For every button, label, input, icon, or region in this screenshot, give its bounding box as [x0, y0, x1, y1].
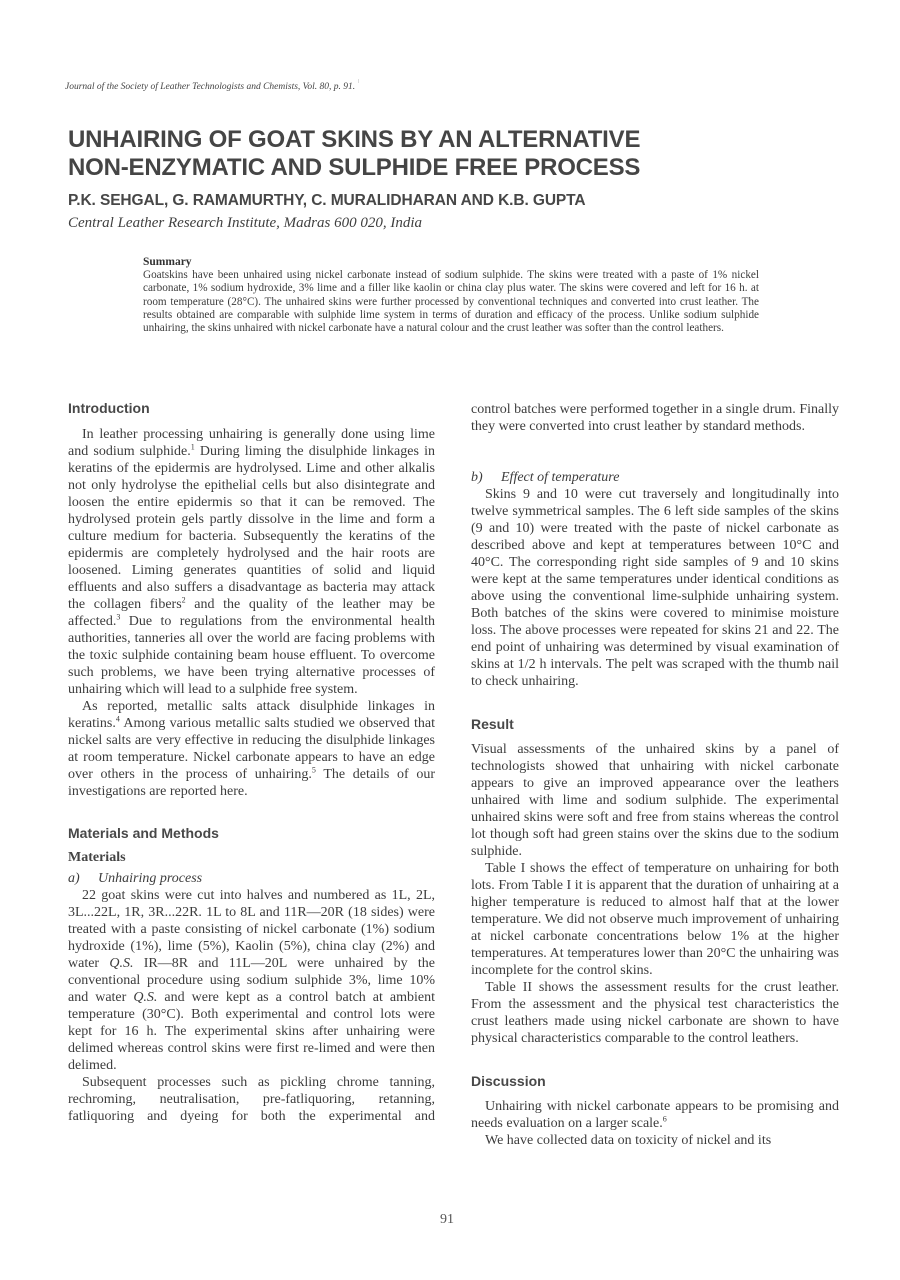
item-title: Effect of temperature — [501, 470, 620, 485]
text-span: Due to regulations from the environmental health authorities, tanneries all over the world are facing problems with the toxic sulphide containing beam house effluent. To overcome such problems, we have been trying alternative processes of unhairing which will lead to a sulphide free system. — [68, 614, 435, 697]
continued-text — [471, 401, 839, 452]
intro-paragraph-1 — [68, 426, 435, 698]
discussion-paragraph-1 — [471, 1098, 839, 1132]
footnote-ref: 4 — [115, 714, 120, 724]
journal-citation: Journal of the Society of Leather Technologists and Chemists, Vol. 80, p. 91. — [65, 82, 356, 92]
qs-abbrev: Q.S. — [109, 956, 134, 971]
text-span: control batches were performed together in a single drum. Finally they were converted into crust leather by standard methods. — [471, 402, 839, 434]
text-span: Unhairing with nickel carbonate appears to be promising and needs evaluation on a larger scale. — [471, 1099, 839, 1131]
text-span: During liming the disulphide linkages in keratins of the epidermis are hydrolysed. Lime and other alkalis not only hydrolyse the epithelial cells but also disintegrate and loosen the entire epidermis so that it can be removed. The hydrolysed protein gels partly dissolve in the lime and form a culture medium for bacteria. Subsequently the keratins of the epidermis are completely hydrolysed and the hair roots are loosened. Liming generates quantities of solid and liquid effluents and also suffers a disadvantage as bacteria may attack the collagen fibers — [68, 444, 435, 612]
summary-heading: Summary — [143, 256, 192, 268]
item-title: Unhairing process — [98, 871, 203, 886]
text-span: Among various metallic salts studied we observed that nickel salts are very effective in reducing the disulphide linkages at room temperature. Nickel carbonate appears to have an edge over others in the process of unhairing. — [68, 716, 435, 782]
item-label: b) — [471, 470, 483, 485]
authors: P.K. SEHGAL, G. RAMAMURTHY, C. MURALIDHARAN AND K.B. GUPTA — [68, 192, 586, 209]
discussion-paragraph-2: We have collected data on toxicity of nickel and its — [485, 1133, 772, 1148]
item-label: a) — [68, 871, 80, 886]
effect-temperature-subheading — [471, 469, 839, 486]
footnote-ref: 3 — [116, 612, 121, 622]
footnote-ref: 2 — [181, 595, 186, 605]
text-span: IR—8R and 11L—20L were unhaired by the conventional procedure using sodium sulphide 3%, lime 10% and water — [68, 956, 435, 1005]
intro-paragraph-2 — [68, 698, 435, 800]
footnote-ref: 6 — [662, 1114, 667, 1124]
text-span: and were kept as a control batch at ambient temperature (30°C). Both experimental and control lots were kept for 16 h. The experimental skins after unhairing were delimed whereas control skins were first re-limed and were then delimed. — [68, 990, 435, 1073]
right-column — [471, 401, 839, 1149]
footnote-ref: 5 — [311, 765, 316, 775]
text-span: In leather processing unhairing is generally done using lime and sodium sulphide. — [68, 427, 435, 459]
materials-subheading: Materials — [68, 850, 126, 865]
discussion-heading: Discussion — [471, 1073, 546, 1089]
qs-abbrev: Q.S. — [133, 990, 158, 1005]
scan-speck — [358, 79, 359, 83]
title-line-2: NON-ENZYMATIC AND SULPHIDE FREE PROCESS — [68, 154, 641, 181]
text-span: As reported, metallic salts attack disulphide linkages in keratins. — [68, 699, 435, 731]
affiliation: Central Leather Research Institute, Madras 600 020, India — [68, 215, 422, 231]
title-line-1: UNHAIRING OF GOAT SKINS BY AN ALTERNATIVE — [68, 126, 641, 153]
text-span: The details of our investigations are reported here. — [68, 767, 435, 799]
unhairing-paragraph-1 — [68, 887, 435, 1074]
result-heading: Result — [471, 716, 514, 732]
article-title — [68, 126, 828, 182]
materials-methods-heading: Materials and Methods — [68, 825, 219, 841]
unhairing-paragraph-2: Subsequent processes such as pickling chrome tanning, rechroming, neutralisation, pre-fatliquoring, retanning, fatliquoring and dyeing for both the experimental and — [68, 1075, 435, 1124]
unhairing-process-subheading — [68, 870, 435, 887]
left-column — [68, 400, 435, 1125]
text-span: 22 goat skins were cut into halves and numbered as 1L, 2L, 3L...22L, 1R, 3R...22R. 1L to 8L and 11R—20R (18 sides) were treated with a paste consisting of nickel carbonate (1%) sodium hydroxide (1%), lime (5%), Kaolin (5%), china clay (2%) and water — [68, 888, 435, 971]
result-paragraph-3: Table II shows the assessment results for the crust leather. From the assessment and the physical test characteristics the crust leathers made using nickel carbonate are shown to have physical characteristics comparable to the control leathers. — [471, 980, 839, 1046]
introduction-heading: Introduction — [68, 400, 150, 416]
result-paragraph-1: Visual assessments of the unhaired skins by a panel of technologists showed that unhairing with nickel carbonate appears to give an improved appearance over the leathers unhaired with lime and sodium sulphide. The experimental unhaired skins were soft and free from stains whereas the control lot though soft had green stains over the skins due to the sodium sulphide. — [471, 742, 839, 859]
text-span: and the quality of the leather may be affected. — [68, 597, 435, 629]
summary-block — [143, 256, 759, 335]
result-paragraph-2: Table I shows the effect of temperature on unhairing for both lots. From Table I it is apparent that the duration of unhairing at a higher temperature is reduced to almost half that at the lower temperature. We did not observe much improvement of unhairing at nickel carbonate concentrations below 1% at the higher temperatures. At temperatures lower than 20°C the unhairing was incomplete for the control skins. — [471, 861, 839, 978]
footnote-ref: 1 — [190, 442, 195, 452]
temperature-paragraph: Skins 9 and 10 were cut traversely and longitudinally into twelve symmetrical samples. The 6 left side samples of the skins (9 and 10) were treated with the paste of nickel carbonate as described above and kept at temperatures between 10°C and 40°C. The corresponding right side samples of 9 and 10 skins were kept at the same temperatures under identical conditions as above using the conventional lime-sulphide unhairing system. Both batches of the skins were covered to minimise moisture loss. The above processes were repeated for skins 21 and 22. The end point of unhairing was determined by visual examination of skins at 1/2 h intervals. The pelt was scraped with the thumb nail to check unhairing. — [471, 487, 839, 689]
summary-text: Goatskins have been unhaired using nickel carbonate instead of sodium sulphide. The skins were treated with a paste of 1% nickel carbonate, 1% sodium hydroxide, 3% lime and a filler like kaolin or china clay plus water. The skins were covered and left for 16 h. at room temperature (28°C). The unhaired skins were further processed by conventional techniques and converted into crust leather. The results obtained are comparable with sulphide lime system in terms of duration and efficacy of the process. Unlike sodium sulphide unhairing, the skins unhaired with nickel carbonate have a natural colour and the crust leather was softer than the control leathers. — [143, 269, 759, 335]
page-number: 91 — [440, 1212, 454, 1227]
